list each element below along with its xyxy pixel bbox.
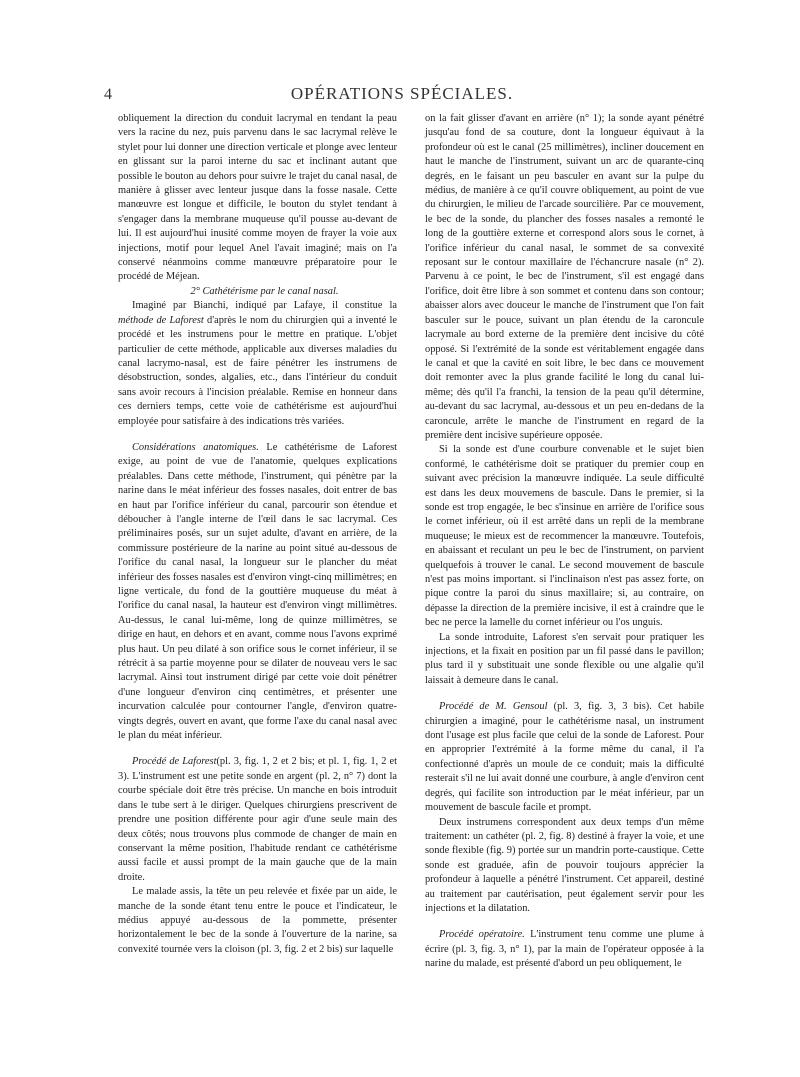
paragraph: Procédé opératoire. L'instrument tenu comme une plume à écrire (pl. 3, fig. 3, n° 1), par la main de l'opérateur opposée à la narine du malade, est présenté d'abord un peu obliquement, le [425,929,704,970]
paragraph: Procédé de Laforest(pl. 3, fig. 1, 2 et 2 bis; et pl. 1, fig. 1, 2 et 3). L'instrument est une petite sonde en argent (pl. 2, n° 7) dont la courbe spéciale doit être très précise. Un manche en bois introduit dans le tube sert à le diriger. Quelques chirurgiens prescrivent de prendre une position différente pour agir d'une seule main des deux côtés; nous trouvons plus commode de changer de main en conservant la même position, l'habitude rendant ce cathétérisme aussi facile et aussi prompt de la main gauche que de la main droite. [118,756,397,883]
text-columns [118,112,704,972]
paragraph: La sonde introduite, Laforest s'en servait pour pratiquer les injections, et la fixait en position par un fil passé dans le pavillon; plus tard il y substituait une sonde flexible ou une algalie qu'il laissait à demeure dans le canal. [425,631,704,686]
right-column [425,112,704,972]
emphasis: Procédé de Laforest [132,756,217,768]
section-subheading: 2° Cathétérisme par le canal nasal. [190,285,339,297]
paragraph: Procédé de M. Gensoul (pl. 3, fig. 3, 3 bis). Cet habile chirurgien a imaginé, pour le cathétérisme nasal, un instrument dont l'usage est plus facile que celui de la sonde de Laforest. Pour en approprier l'extrémité à la forme même du canal, il l'a confectionné d'après un moule de ce conduit; mais la difficulté resterait s'il ne lui avait donné une courbure, à angle d'environ cent degrés, qui facilite son introduction par le méat inférieur, par un mouvement de bascule facile et prompt. [425,701,705,814]
paragraph: Le malade assis, la tête un peu relevée et fixée par un aide, le manche de la sonde étant tenu entre le pouce et l'indicateur, le médius appuyé au-dessous de la pommette, présenter horizontalement le bec de la sonde à l'ouverture de la narine, sa convexité tournée vers la cloison (pl. 3, fig. 2 et 2 bis) sur laquelle [118,886,397,955]
emphasis: méthode de Laforest [118,314,204,326]
paragraph: Considérations anatomiques. Le cathétérisme de Laforest exige, au point de vue de l'anatomie, quelques explications préalables. Dans cette méthode, l'instrument, qui pénètre par la narine dans le méat inférieur des fosses nasales, doit entrer de bas en haut par l'orifice inférieur du canal, parcourir son étendue et déboucher à l'angle interne de l'œil dans le sac lacrymal. Ces préliminaires posés, sur un sujet adulte, d'avant en arrière, de la commissure postérieure de la narine au point situé au-dessous de l'orifice du canal nasal, la longueur sur le plancher du méat inférieur des fosses nasales est d'environ vingt-cinq millimètres; en ligne verticale, du fond de la gouttière muqueuse du méat à l'orifice du canal nasal, la hauteur est d'environ vingt millimètres. Au-dessus, le canal lui-même, long de quinze millimètres, se dirige en haut, en dehors et en avant, comme nous l'avons exprimé plus haut. Un peu dilaté à son orifice sous le cornet inférieur, il se rétrécit à sa partie moyenne pour se dilater de nouveau vers le sac lacrymal. Ainsi tout instrument dirigé par cette voie doit pénétrer d'une longueur d'environ cinq centimètres, et présenter une incurvation calculée pour contourner l'angle, d'environ quatre-vingts degrés, ouvert en avant, que forme l'axe du canal nasal avec le plan du méat inférieur. [118,441,397,742]
paragraph: on la fait glisser d'avant en arrière (n° 1); la sonde ayant pénétré jusqu'au fond de sa couture, dont la longueur équivaut à la profondeur où est le canal (25 millimètres), incliner doucement en haut le manche de l'instrument, suivant un arc de quarante-cinq degrés, en le faisant un peu basculer en avant sur la pulpe du médius, de manière à ce qu'il couvre obliquement, au point de vue du chirurgien, le milieu de l'arcade sourcilière. Par ce mouvement, le bec de la sonde, du plancher des fosses nasales a remonté le long de la gouttière externe et correspond alors sous le cornet, à l'orifice inférieur du canal nasal, le sommet de sa convexité reposant sur le contour maxillaire de l'échancrure nasale (n° 2). Parvenu à ce point, le bec de l'instrument, s'il est engagé dans l'orifice, doit être libre à son sommet et contenu dans son contour; abaisser alors avec douceur le manche de l'instrument que l'on fait basculer sur le pouce, suivant un plan étendu de la caroncule lacrymale au bord externe de la première dent incisive du côté opposé. Si l'extrémité de la sonde est véritablement engagée dans le canal et que la cavité en soit libre, le bec dans ce mouvement doit remonter avec la plus grande facilité le long du canal lui-même; dès qu'il l'a franchi, la tension de la peau qu'il détermine, au-devant du sac lacrymal, au-dessous et un peu en-dedans de la caroncule, arrête le manche de l'instrument en regard de la première dent incisive supérieure opposée. [425,113,704,441]
left-column [118,112,397,972]
running-title: OPÉRATIONS SPÉCIALES. [290,84,514,103]
page-number: 4 [104,86,112,103]
page-header [100,84,704,106]
paragraph: obliquement la direction du conduit lacrymal en tendant la peau vers la racine du nez, puis parvenu dans le sac lacrymal relève le stylet pour lui donner une direction verticale et plonge avec lenteur en glissant sur la paroi interne du sac et inclinant autant que possible le bouton au dehors pour suivre le trajet du canal nasal, de manière à glisser avec lenteur jusque dans la fosse nasale. Cette manœuvre est longue et difficile, le bouton du stylet tendant à s'engager dans la membrane muqueuse qu'il pousse au-devant de lui. Il est aujourd'hui inusité comme moyen de frayer la voie aux injections, motif pour lequel Anel l'avait imaginé; mais on l'a conservé néanmoins comme manœuvre préparatoire pour le procédé de Méjean. [118,113,397,283]
paragraph: Imaginé par Bianchi, indiqué par Lafaye, il constitue la méthode de Laforest d'après le nom du chirurgien qui a inventé le procédé et les instrumens pour le mettre en pratique. L'objet particulier de cette méthode, applicable aux diverses maladies du canal lacrymo-nasal, est de faire pénétrer les instrumens de désobstruction, sondes, algalies, etc., dans l'intérieur du conduit sans avoir recours à l'incision préalable. Remise en honneur dans ces derniers temps, cette voie de cathétérisme est aujourd'hui employée pour satisfaire à des indications très variées. [118,300,397,427]
page [100,84,704,1054]
emphasis: Procédé de M. Gensoul [439,701,548,713]
paragraph: Si la sonde est d'une courbure convenable et le sujet bien conformé, le cathétérisme doit se pratiquer du premier coup en suivant avec précision la manœuvre indiquée. La seule difficulté est dans les deux mouvemens de bascule. Dans le premier, si la sonde est trop engagée, le bec s'insinue en arrière de l'orifice sous le cornet inférieur, où il est arrêté dans un repli de la membrane muqueuse; le mieux est de recommencer la manœuvre. Toutefois, en abaissant et reculant un peu le bec de l'instrument, on parvient quelquefois à trouver le canal. Le second mouvement de bascule n'est pas moins important. si l'inclinaison n'est pas assez forte, on pique contre la paroi du sinus maxillaire; si, au contraire, on dépasse la direction de la première incisive, il est à craindre que le bec ne perce la lamelle du cornet inférieur ou l'os unguis. [425,444,704,629]
paragraph: Deux instrumens correspondent aux deux temps d'un même traitement: un cathéter (pl. 2, fig. 8) destiné à frayer la voie, et une sonde flexible (fig. 9) portée sur un mandrin porte-caustique. Cette sonde est graduée, afin de pouvoir toujours apprécier la profondeur à laquelle a pénétré l'instrument. Cet appareil, destiné au traitement par cautérisation, peut également servir pour les injections et la dilatation. [425,816,704,914]
emphasis: Procédé opératoire. [439,929,525,941]
emphasis: Considérations anatomiques. [132,441,259,453]
